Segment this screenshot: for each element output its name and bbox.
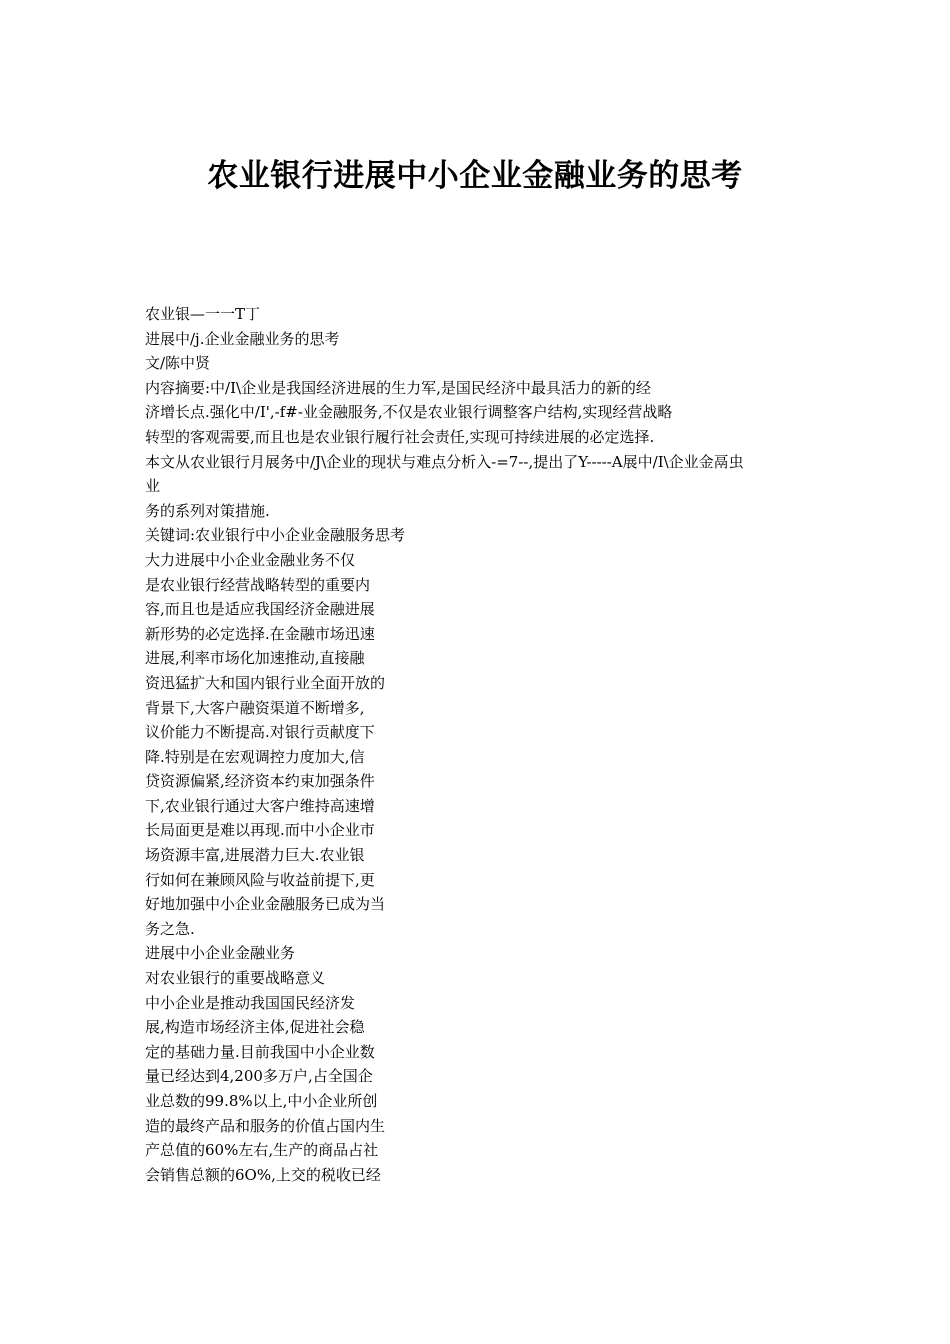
body-line: 中小企业是推动我国国民经济发 xyxy=(145,993,356,1012)
body-line: 产总值的60%左右,生产的商品占社 xyxy=(145,1141,379,1160)
body-line: 务的系列对策措施. xyxy=(145,501,270,520)
body-line: 展,构造市场经济主体,促进社会稳 xyxy=(145,1018,365,1037)
body-line: 务之急. xyxy=(145,919,195,938)
body-line: 农业银—一一T丁 xyxy=(145,305,261,323)
body-line: 场资源丰富,进展潜力巨大.农业银 xyxy=(145,846,365,865)
body-line: 济增长点.强化中/I',-f#-业金融服务,不仅是农业银行调整客户结构,实现经营战略 xyxy=(145,403,673,422)
document-body xyxy=(145,302,815,1187)
body-line: 长局面更是难以再现.而中小企业市 xyxy=(145,821,375,840)
body-line: 定的基础力量.目前我国中小企业数 xyxy=(145,1042,375,1061)
body-line: 行如何在兼顾风险与收益前提下,更 xyxy=(145,870,375,889)
body-line: 背景下,大客户融资渠道不断增多, xyxy=(145,698,365,717)
body-line: 进展中/j.企业金融业务的思考 xyxy=(145,329,340,348)
body-line: 会销售总额的6O%,上交的税收已经 xyxy=(145,1165,381,1184)
body-line: 降.特别是在宏观调控力度加大,信 xyxy=(145,747,365,766)
body-line: 量已经达到4,200多万户,占全国企 xyxy=(145,1067,373,1086)
body-line: 内容摘要:中/I\企业是我国经济进展的生力军,是国民经济中最具活力的新的经 xyxy=(145,378,651,397)
body-line: 造的最终产品和服务的价值占国内生 xyxy=(145,1116,386,1135)
body-line: 资迅猛扩大和国内银行业全面开放的 xyxy=(145,673,386,692)
body-line: 关键词:农业银行中小企业金融服务思考 xyxy=(145,526,406,545)
body-line: 业 xyxy=(145,477,161,496)
body-line: 本文从农业银行月展务中/J\企业的现状与难点分析入-=7--,提出了Y-----A展中/I\企业金鬲虫 xyxy=(145,452,744,471)
body-line: 业总数的99.8%以上,中小企业所创 xyxy=(145,1092,378,1110)
document-title: 农业银行进展中小企业金融业务的思考 xyxy=(207,158,743,194)
body-line: 文/陈中贤 xyxy=(145,354,211,373)
body-line: 容,而且也是适应我国经济金融进展 xyxy=(145,600,375,619)
body-line: 贷资源偏紧,经济资本约束加强条件 xyxy=(145,772,375,791)
body-line: 进展,利率市场化加速推动,直接融 xyxy=(145,649,365,668)
body-line: 大力进展中小企业金融业务不仅 xyxy=(145,550,356,569)
body-line: 对农业银行的重要战略意义 xyxy=(145,969,326,988)
body-line: 新形势的必定选择.在金融市场迅速 xyxy=(145,624,375,643)
body-line: 是农业银行经营战略转型的重要内 xyxy=(145,575,371,594)
body-line: 议价能力不断提高.对银行贡献度下 xyxy=(145,723,375,742)
body-line: 进展中小企业金融业务 xyxy=(145,944,296,963)
body-line: 好地加强中小企业金融服务已成为当 xyxy=(145,895,386,914)
body-line: 下,农业银行通过大客户维持高速增 xyxy=(145,796,375,815)
body-line: 转型的客观需要,而且也是农业银行履行社会责任,实现可持续进展的必定选择. xyxy=(145,427,655,446)
